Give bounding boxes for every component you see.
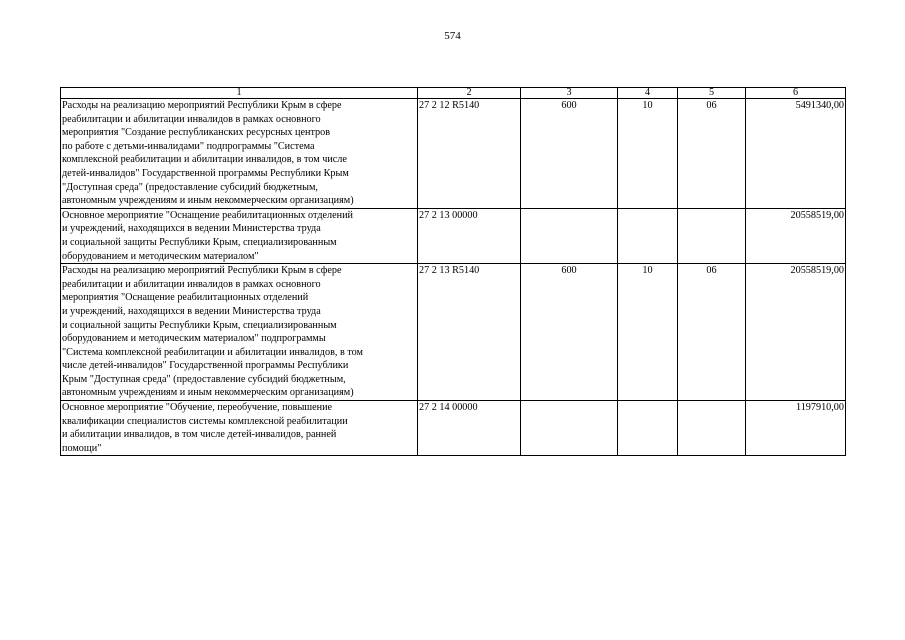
description-line: и социальной защиты Республики Крым, специализированным: [62, 236, 337, 248]
description-line: оборудованием и методическим материалом" подпрограммы: [62, 333, 326, 345]
col4-cell: 10: [618, 99, 678, 209]
description-line: "Доступная среда" (предоставление субсидий бюджетным,: [62, 181, 318, 193]
description-cell: [61, 208, 418, 263]
col4-cell: [618, 401, 678, 456]
col4-cell: 10: [618, 264, 678, 401]
column-header: 5: [678, 88, 746, 99]
description-line: Основное мероприятие "Оснащение реабилитационных отделений: [62, 209, 353, 221]
col3-cell: [521, 401, 618, 456]
description-line: Основное мероприятие "Обучение, переобучение, повышение: [62, 402, 333, 414]
amount-cell: 5491340,00: [746, 99, 846, 209]
description-line: оборудованием и методическим материалом": [62, 250, 259, 262]
amount-cell: 20558519,00: [746, 264, 846, 401]
col3-cell: 600: [521, 99, 618, 209]
column-header: 6: [746, 88, 846, 99]
table-row: [61, 264, 846, 401]
column-header: 1: [61, 88, 418, 99]
description-line: автономным учреждениям и иным некоммерческим организациям): [62, 195, 354, 207]
col3-cell: [521, 208, 618, 263]
col5-cell: 06: [678, 264, 746, 401]
code-cell: 27 2 13 R5140: [418, 264, 521, 401]
amount-cell: 1197910,00: [746, 401, 846, 456]
description-line: Расходы на реализацию мероприятий Республики Крым в сфере: [62, 265, 342, 277]
description-cell: [61, 401, 418, 456]
column-header: 4: [618, 88, 678, 99]
budget-table: [60, 87, 846, 456]
description-line: реабилитации и абилитации инвалидов в рамках основного: [62, 113, 321, 125]
description-line: реабилитации и абилитации инвалидов в рамках основного: [62, 278, 321, 290]
code-cell: 27 2 14 00000: [418, 401, 521, 456]
description-line: помощи": [62, 442, 102, 454]
col3-cell: 600: [521, 264, 618, 401]
description-line: квалификации специалистов системы комплексной реабилитации: [62, 415, 348, 427]
column-header: 3: [521, 88, 618, 99]
description-line: числе детей-инвалидов" Государственной программы Республики: [62, 360, 349, 372]
description-line: и учреждений, находящихся в ведении Министерства труда: [62, 223, 321, 235]
table-header-row: [61, 88, 846, 99]
code-cell: 27 2 13 00000: [418, 208, 521, 263]
description-line: и учреждений, находящихся в ведении Министерства труда: [62, 305, 321, 317]
description-line: Крым "Доступная среда" (предоставление субсидий бюджетным,: [62, 373, 346, 385]
description-line: мероприятия "Создание республиканских ресурсных центров: [62, 127, 331, 139]
column-header: 2: [418, 88, 521, 99]
col4-cell: [618, 208, 678, 263]
col5-cell: [678, 401, 746, 456]
table-row: [61, 401, 846, 456]
table-row: [61, 99, 846, 209]
description-cell: [61, 264, 418, 401]
description-cell: [61, 99, 418, 209]
description-line: комплексной реабилитации и абилитации инвалидов, в том числе: [62, 154, 347, 166]
description-line: и абилитации инвалидов, в том числе детей-инвалидов, ранней: [62, 429, 337, 441]
col5-cell: [678, 208, 746, 263]
description-line: и социальной защиты Республики Крым, специализированным: [62, 319, 337, 331]
amount-cell: 20558519,00: [746, 208, 846, 263]
page-number: 574: [444, 30, 461, 42]
description-line: Расходы на реализацию мероприятий Республики Крым в сфере: [62, 100, 342, 111]
code-cell: 27 2 12 R5140: [418, 99, 521, 209]
col5-cell: 06: [678, 99, 746, 209]
description-line: по работе с детьми-инвалидами" подпрограммы "Система: [62, 140, 315, 152]
description-line: мероприятия "Оснащение реабилитационных отделений: [62, 292, 309, 304]
description-line: автономным учреждениям и иным некоммерческим организациям): [62, 387, 354, 399]
description-line: "Система комплексной реабилитации и абилитации инвалидов, в том: [62, 346, 363, 358]
description-line: детей-инвалидов" Государственной программы Республики Крым: [62, 167, 349, 179]
table-row: [61, 208, 846, 263]
